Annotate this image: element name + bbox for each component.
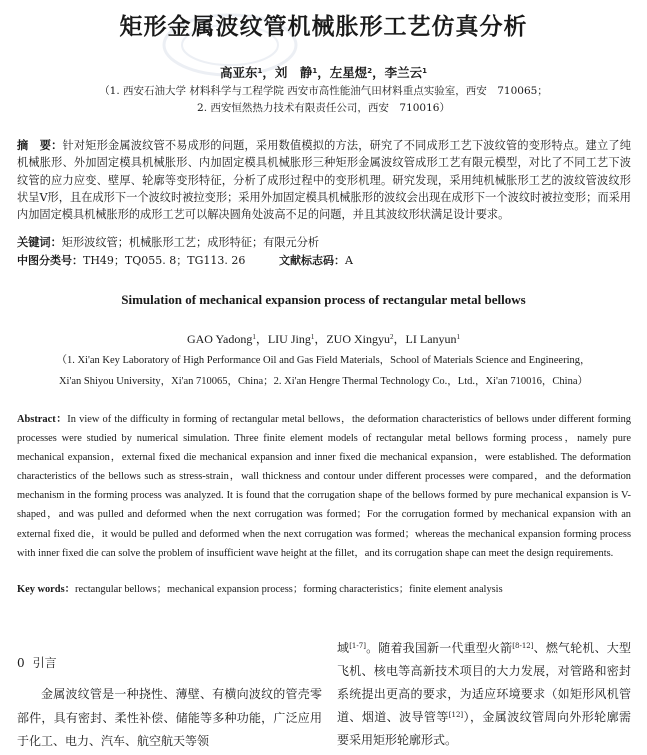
citation: [1-7] — [349, 642, 366, 650]
keywords-cn-label: 关键词： — [17, 236, 62, 249]
keywords-cn — [17, 234, 319, 250]
doc-code-label: 文献标志码： — [279, 254, 345, 267]
paper-title-en: Simulation of mechanical expansion process of rectangular metal bellows — [121, 292, 526, 307]
author-name: 李兰云 — [384, 65, 423, 80]
abstract-cn-label: 摘 要： — [17, 139, 63, 152]
classification-row — [17, 252, 631, 268]
abstract-cn — [17, 137, 631, 223]
author-sup: 1 — [422, 67, 428, 75]
body-text-right-column — [337, 637, 631, 752]
section-number: 0 — [17, 656, 25, 670]
abstract-cn-text: 针对矩形金属波纹管不易成形的问题，采用数值模拟的方法，研究了不同成形工艺下波纹管的变形特点。建立了纯机械胀形、外加固定模具机械胀形、内加固定模具机械胀形三种矩形金属波纹管成形工艺有限元模型，对比了不同工艺下波纹管的应力应变、壁厚、轮廓等变形特征，分析了成形过程中的变形机理。研究发现，采用纯机械胀形工艺的波纹管波纹形状呈V形，且在成形下一个波纹时被拉变形；采用外加固定模具机械胀形的波纹会出现在成形下一个波纹时被拉变形；而采用内加固定模具机械胀形的成形工艺可以解决圆角处波高不足的问题，并且其波纹形状满足设计要求。 — [17, 139, 631, 222]
authors-en: GAO Yadong$^1$，LIU Jing$^1$，ZUO Xingyu$^2$，LI Lanyun$^1$ — [186, 332, 461, 346]
citation: [8-12] — [512, 642, 534, 650]
author-name-en: GAO Yadong — [186, 332, 253, 346]
keywords-cn-text: 矩形波纹管；机械胀形工艺；成形特征；有限元分析 — [61, 236, 320, 249]
keywords-en-text: rectangular bellows；mechanical expansion process；forming characteristics；finite element analysis — [75, 584, 503, 595]
author-sup: 2 — [367, 67, 373, 75]
author-sup: 1 — [252, 333, 256, 341]
author-sup: 1 — [257, 67, 263, 75]
affiliation-cn-line: 2. 西安恒然热力技术有限责任公司，西安 710016） — [197, 102, 450, 114]
keywords-en-label: Key words： — [17, 584, 76, 595]
abstract-en-text: In view of the difficulty in forming of rectangular metal bellows，the deformation characteristics of bellows under different forming processes were studied by numerical simulation. Three finite element models of rectangular metal bellows forming process，namely pure mechanical expansion，external fixed die mechanical expansion and inner fixed die mechanical expansion，were established. The deformation characteristics of the bellows such as stress-strain，wall thickness and contour under different processes were compared，and the deformation mechanism in the forming process was analyzed. It is found that the corrugation shape of the bellows formed by pure mechanical expansion is V-shaped，and was pulled and deformed when the next corrugation was formed；For the corrugation formed by mechanical expansion with an external fixed die，it would be pulled and deformed when the next corrugation was formed；whereas the mechanical expansion forming process with inner fixed die can solve the problem of insufficient wave height at the fillet，and its corrugation shape can meet the design requirements. — [17, 414, 631, 559]
body-text: 、燃气轮机、大型飞机、核电等高新技术项目的大力发展，对管路和密封系统提出更高的要求，为适应环境要求（如矩形风机管道、烟道、波导管等 — [337, 641, 631, 724]
affiliation-en-line: （1. Xi'an Key Laboratory of High Performance Oil and Gas Field Materials，School of Materials Science and Engineering， — [56, 355, 591, 366]
author-sup: 1 — [310, 333, 315, 341]
body-text-left-column: 金属波纹管是一种挠性、薄壁、有横向波纹的管壳零部件，具有密封、柔性补偿、储能等多种功能，广泛应用于化工、电力、汽车、航空航天等领 — [17, 687, 322, 748]
author-sup: 1 — [456, 333, 461, 341]
author-name-en: LIU Jing — [267, 332, 311, 346]
doc-code — [279, 252, 353, 268]
abstract-en — [17, 410, 631, 563]
section-heading — [17, 654, 57, 671]
author-name: 左星煜 — [329, 65, 368, 80]
author-name: 高亚东 — [219, 65, 258, 80]
section-title: 引言 — [32, 656, 57, 670]
author-name: 刘 静 — [274, 65, 313, 80]
affiliation-en-line: Xi'an Shiyou University，Xi'an 710065，China；2. Xi'an Hengre Thermal Technology Co.，Ltd.，Xi'an 710016，China） — [58, 376, 589, 387]
affiliation-cn-line: （1. 西安石油大学 材料科学与工程学院 西安市高性能油气田材料重点实验室，西安 710065； — [99, 85, 548, 97]
author-name-en: ZUO Xingyu — [326, 332, 391, 346]
clc-label: 中图分类号： — [17, 254, 83, 267]
doc-code-value: A — [345, 254, 353, 267]
author-sup: 2 — [390, 333, 394, 341]
abstract-en-label: Abstract： — [17, 414, 68, 425]
author-sup: 1 — [312, 67, 318, 75]
paper-title: 矩形金属波纹管机械胀形工艺仿真分析 — [119, 14, 528, 40]
keywords-en — [17, 580, 503, 595]
body-text: ），金属波纹管周向外形轮廓需要采用矩形轮廓形式。 — [337, 710, 631, 747]
body-text: 域 — [337, 641, 350, 655]
body-text: 。随着我国新一代重型火箭 — [365, 641, 513, 655]
author-name-en: LI Lanyun — [405, 332, 457, 346]
authors-cn: 高亚东$^1$，刘 静$^1$，左星煜$^2$，李兰云$^1$ — [219, 65, 428, 80]
citation: [12] — [448, 711, 464, 719]
clc-value: TH49；TQ055. 8；TG113. 26 — [83, 254, 246, 267]
